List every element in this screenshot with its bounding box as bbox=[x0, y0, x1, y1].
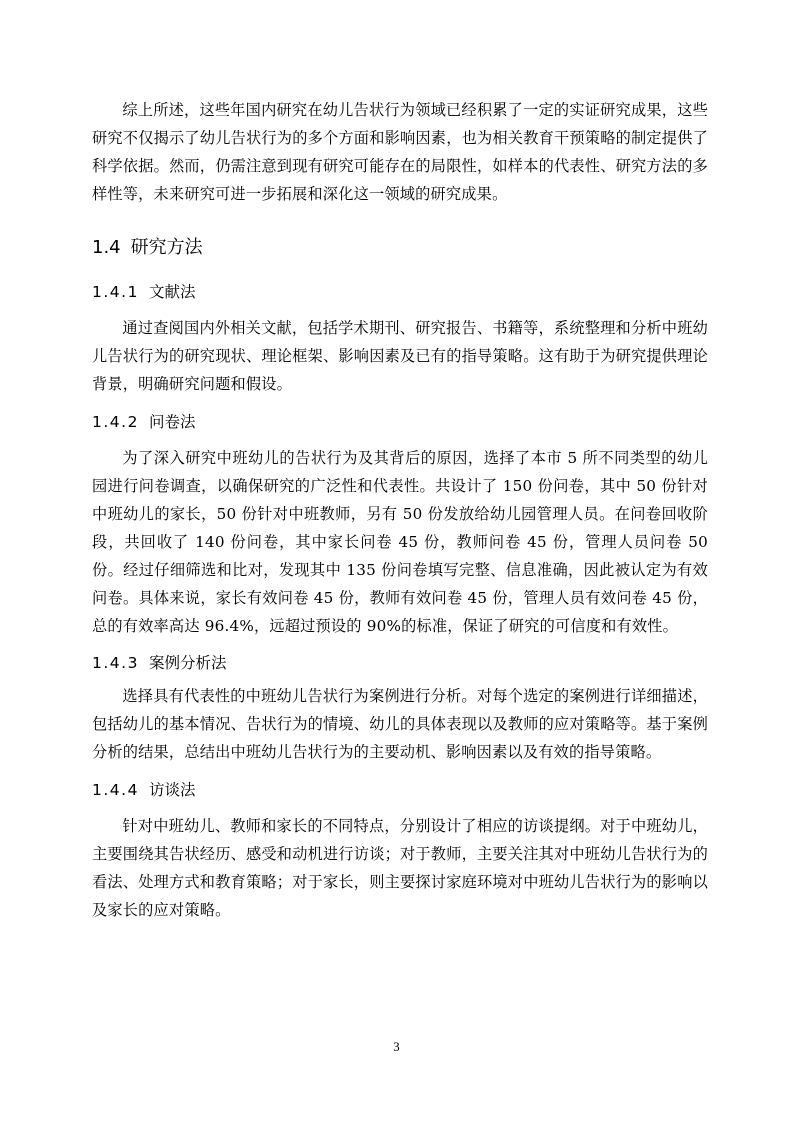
subsection-title: 文献法 bbox=[148, 283, 196, 301]
subsection-number: 1.4.2 bbox=[92, 413, 139, 431]
section-number: 1.4 bbox=[92, 237, 121, 258]
subsection-heading-1-4-3 bbox=[92, 652, 708, 674]
subsection-title: 访谈法 bbox=[148, 781, 196, 799]
subsection-title: 问卷法 bbox=[148, 413, 196, 431]
subsection-number: 1.4.3 bbox=[92, 654, 139, 672]
subsection-number: 1.4.4 bbox=[92, 781, 139, 799]
summary-paragraph: 综上所述，这些年国内研究在幼儿告状行为领域已经积累了一定的实证研究成果，这些研究不仅揭示了幼儿告状行为的多个方面和影响因素，也为相关教育干预策略的制定提供了科学依据。然而，仍需注意到现有研究可能存在的局限性，如样本的代表性、研究方法的多样性等，未来研究可进一步拓展和深化这一领域的研究成果。 bbox=[92, 101, 708, 203]
section-heading-1-4 bbox=[92, 236, 708, 260]
subsection-heading-1-4-1 bbox=[92, 281, 708, 303]
section-title: 研究方法 bbox=[130, 237, 203, 258]
questionnaire-method-block bbox=[92, 444, 708, 640]
subsection-title: 案例分析法 bbox=[148, 654, 227, 672]
subsection-heading-1-4-2 bbox=[92, 411, 708, 433]
interview-method-block bbox=[92, 812, 708, 924]
case-analysis-block bbox=[92, 682, 708, 766]
page-number: 3 bbox=[393, 1040, 400, 1054]
subsection-number: 1.4.1 bbox=[92, 283, 139, 301]
subsection-heading-1-4-4 bbox=[92, 779, 708, 801]
literature-method-block bbox=[92, 314, 708, 398]
case-analysis-paragraph: 选择具有代表性的中班幼儿告状行为案例进行分析。对每个选定的案例进行详细描述，包括幼儿的基本情况、告状行为的情境、幼儿的具体表现以及教师的应对策略等。基于案例分析的结果，总结出中班幼儿告状行为的主要动机、影响因素以及有效的指导策略。 bbox=[92, 687, 708, 761]
literature-method-paragraph: 通过查阅国内外相关文献，包括学术期刊、研究报告、书籍等，系统整理和分析中班幼儿告状行为的研究现状、理论框架、影响因素及已有的指导策略。这有助于为研究提供理论背景，明确研究问题和假设。 bbox=[92, 319, 708, 393]
questionnaire-method-paragraph: 为了深入研究中班幼儿的告状行为及其背后的原因，选择了本市 5 所不同类型的幼儿园进行问卷调查，以确保研究的广泛性和代表性。共设计了 150 份问卷，其中 50 份针对中班幼儿的家长，50 份针对中班教师，另有 50 份发放给幼儿园管理人员。在问卷回收阶段，共回收了 140 份问卷，其中家长问卷 45 份，教师问卷 45 份，管理人员问卷 50 份。经过仔细筛选和比对，发现其中 135 份问卷填写完整、信息准确，因此被认定为有效问卷。具体来说，家长有效问卷 45 份，教师有效问卷 45 份，管理人员有效问卷 45 份，总的有效率高达 96.4%，远超过预设的 90%的标准，保证了研究的可信度和有效性。 bbox=[92, 449, 708, 635]
summary-paragraph-block bbox=[92, 96, 708, 208]
interview-method-paragraph: 针对中班幼儿、教师和家长的不同特点，分别设计了相应的访谈提纲。对于中班幼儿，主要围绕其告状经历、感受和动机进行访谈；对于教师，主要关注其对中班幼儿告状行为的看法、处理方式和教育策略；对于家长，则主要探讨家庭环境对中班幼儿告状行为的影响以及家长的应对策略。 bbox=[92, 817, 708, 919]
